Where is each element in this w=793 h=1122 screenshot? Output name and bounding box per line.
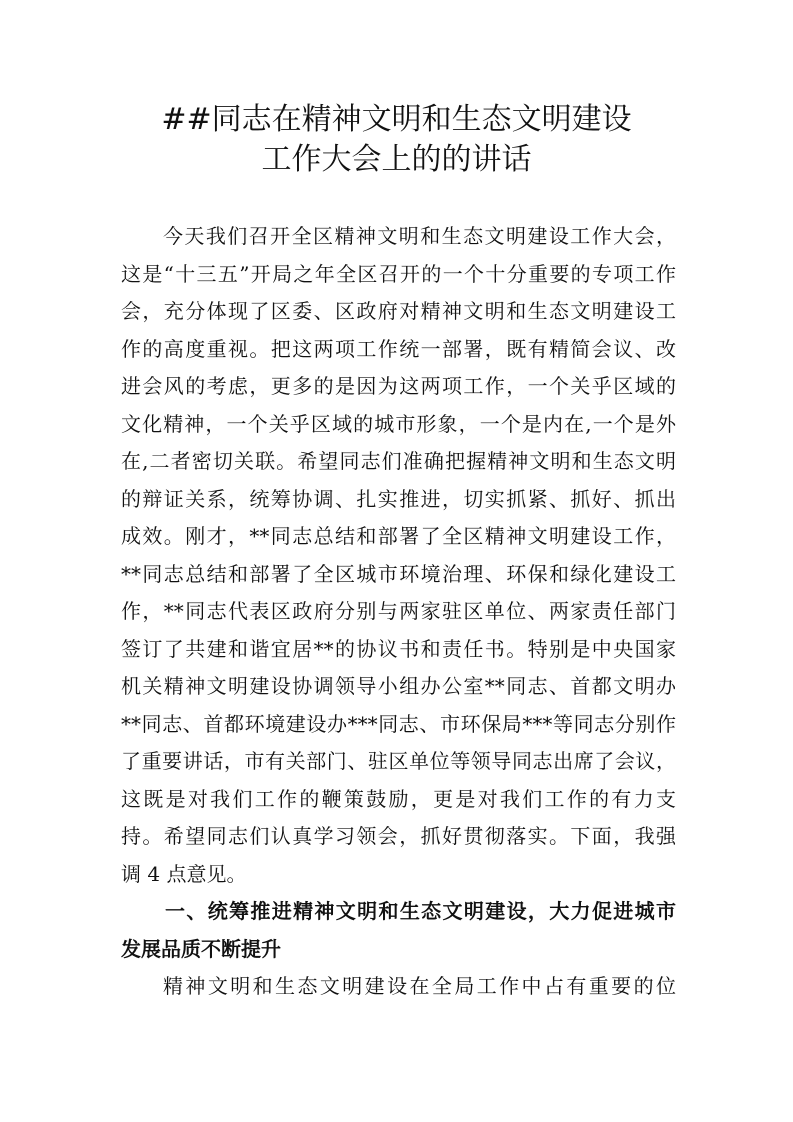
text-line: **同志、首都环境建设办***同志、市环保局***等同志分别作: [121, 711, 676, 736]
text-line: 会，充分体现了区委、区政府对精神文明和生态文明建设工: [121, 299, 676, 323]
text-line: 精神文明和生态文明建设在全局工作中占有重要的位: [163, 974, 676, 998]
heading-line: 发展品质不断提升: [121, 936, 281, 961]
section-heading-1: [121, 893, 676, 968]
text-line: 签订了共建和谐宜居**的协议书和责任书。特别是中央国家: [121, 636, 676, 661]
text-line: 今天我们召开全区精神文明和生态文明建设工作大会，: [163, 224, 676, 248]
paragraph-intro: [121, 218, 676, 893]
text-line: 机关精神文明建设协调领导小组办公室**同志、首都文明办: [121, 674, 676, 698]
document-body: [121, 218, 676, 1006]
text-line: **同志总结和部署了全区城市环境治理、环保和绿化建设工: [121, 561, 676, 586]
text-line: 调 4 点意见。: [121, 861, 247, 886]
heading-line: 一、统筹推进精神文明和生态文明建设，大力促进城市: [165, 899, 676, 923]
document-title-line-2: 工作大会上的的讲话: [261, 142, 532, 177]
document-title-line-1: ##同志在精神文明和生态文明建设: [161, 102, 632, 137]
text-line: 在,二者密切关联。希望同志们准确把握精神文明和生态文明: [121, 449, 676, 473]
text-line: 文化精神，一个关乎区域的城市形象，一个是内在,一个是外: [121, 411, 676, 436]
text-line: 这是“十三五”开局之年全区召开的一个十分重要的专项工作: [121, 261, 676, 286]
paragraph-section-1: [121, 968, 676, 1006]
text-line: 持。希望同志们认真学习领会，抓好贯彻落实。下面，我强: [121, 824, 676, 848]
text-line: 成效。刚才，**同志总结和部署了全区精神文明建设工作，: [121, 524, 676, 548]
text-line: 这既是对我们工作的鞭策鼓励，更是对我们工作的有力支: [121, 786, 676, 811]
text-line: 作，**同志代表区政府分别与两家驻区单位、两家责任部门: [121, 599, 676, 623]
text-line: 进会风的考虑，更多的是因为这两项工作，一个关乎区域的: [121, 374, 676, 398]
text-line: 的辩证关系，统筹协调、扎实推进，切实抓紧、抓好、抓出: [121, 486, 676, 511]
text-line: 了重要讲话，市有关部门、驻区单位等领导同志出席了会议，: [121, 749, 676, 773]
text-line: 作的高度重视。把这两项工作统一部署，既有精简会议、改: [121, 336, 676, 361]
